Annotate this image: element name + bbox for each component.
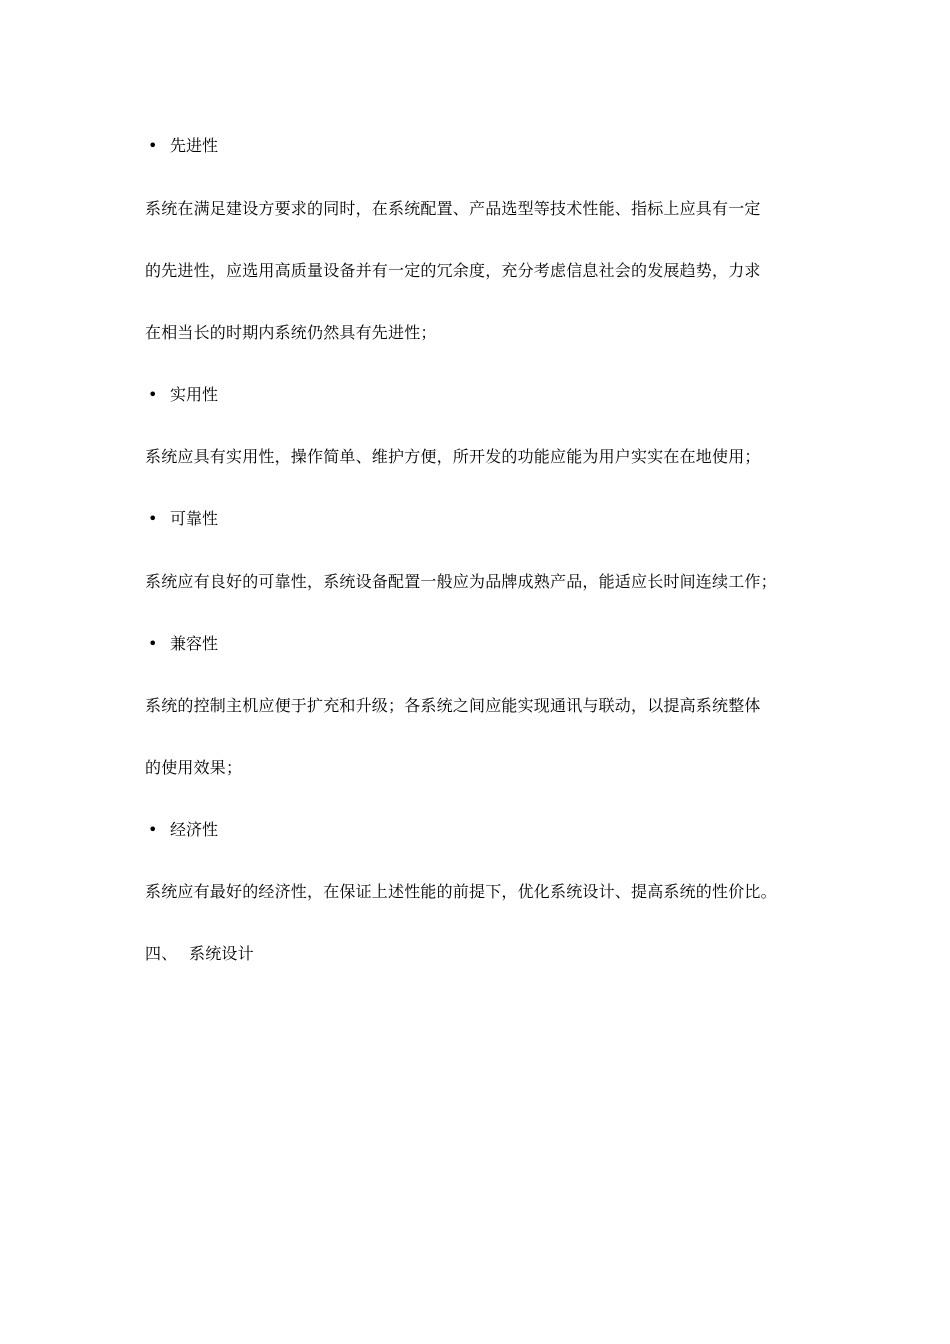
section-heading-practical <box>148 384 218 406</box>
bullet-icon: • <box>148 634 158 653</box>
paragraph-line: 系统的控制主机应便于扩充和升级；各系统之间应能实现通讯与联动，以提高系统整体 <box>145 696 761 715</box>
paragraph-line: 系统应具有实用性，操作简单、维护方便，所开发的功能应能为用户实实在在地使用； <box>145 447 761 466</box>
section-title: 兼容性 <box>170 634 219 653</box>
paragraph-line: 系统应有良好的可靠性，系统设备配置一般应为品牌成熟产品，能适应长时间连续工作； <box>145 572 777 591</box>
paragraph-line: 的使用效果； <box>145 758 243 777</box>
section-title: 先进性 <box>170 136 219 155</box>
bullet-icon: • <box>148 509 158 528</box>
section-heading-reliability <box>148 508 218 530</box>
paragraph-line: 的先进性，应选用高质量设备并有一定的冗余度，充分考虑信息社会的发展趋势，力求 <box>145 261 761 280</box>
bullet-icon: • <box>148 136 158 155</box>
bullet-icon: • <box>148 385 158 404</box>
chapter-heading <box>145 943 254 965</box>
paragraph-line: 在相当长的时期内系统仍然具有先进性； <box>145 323 437 342</box>
section-heading-advanced <box>148 135 218 157</box>
section-title: 实用性 <box>170 385 219 404</box>
section-heading-compatibility <box>148 633 218 655</box>
chapter-number: 四、 <box>145 944 178 963</box>
section-title: 经济性 <box>170 820 219 839</box>
paragraph-line: 系统在满足建设方要求的同时，在系统配置、产品选型等技术性能、指标上应具有一定 <box>145 199 761 218</box>
section-heading-economy <box>148 819 218 841</box>
paragraph-line: 系统应有最好的经济性，在保证上述性能的前提下，优化系统设计、提高系统的性价比。 <box>145 882 777 901</box>
chapter-title: 系统设计 <box>189 944 254 963</box>
section-title: 可靠性 <box>170 509 219 528</box>
bullet-icon: • <box>148 820 158 839</box>
